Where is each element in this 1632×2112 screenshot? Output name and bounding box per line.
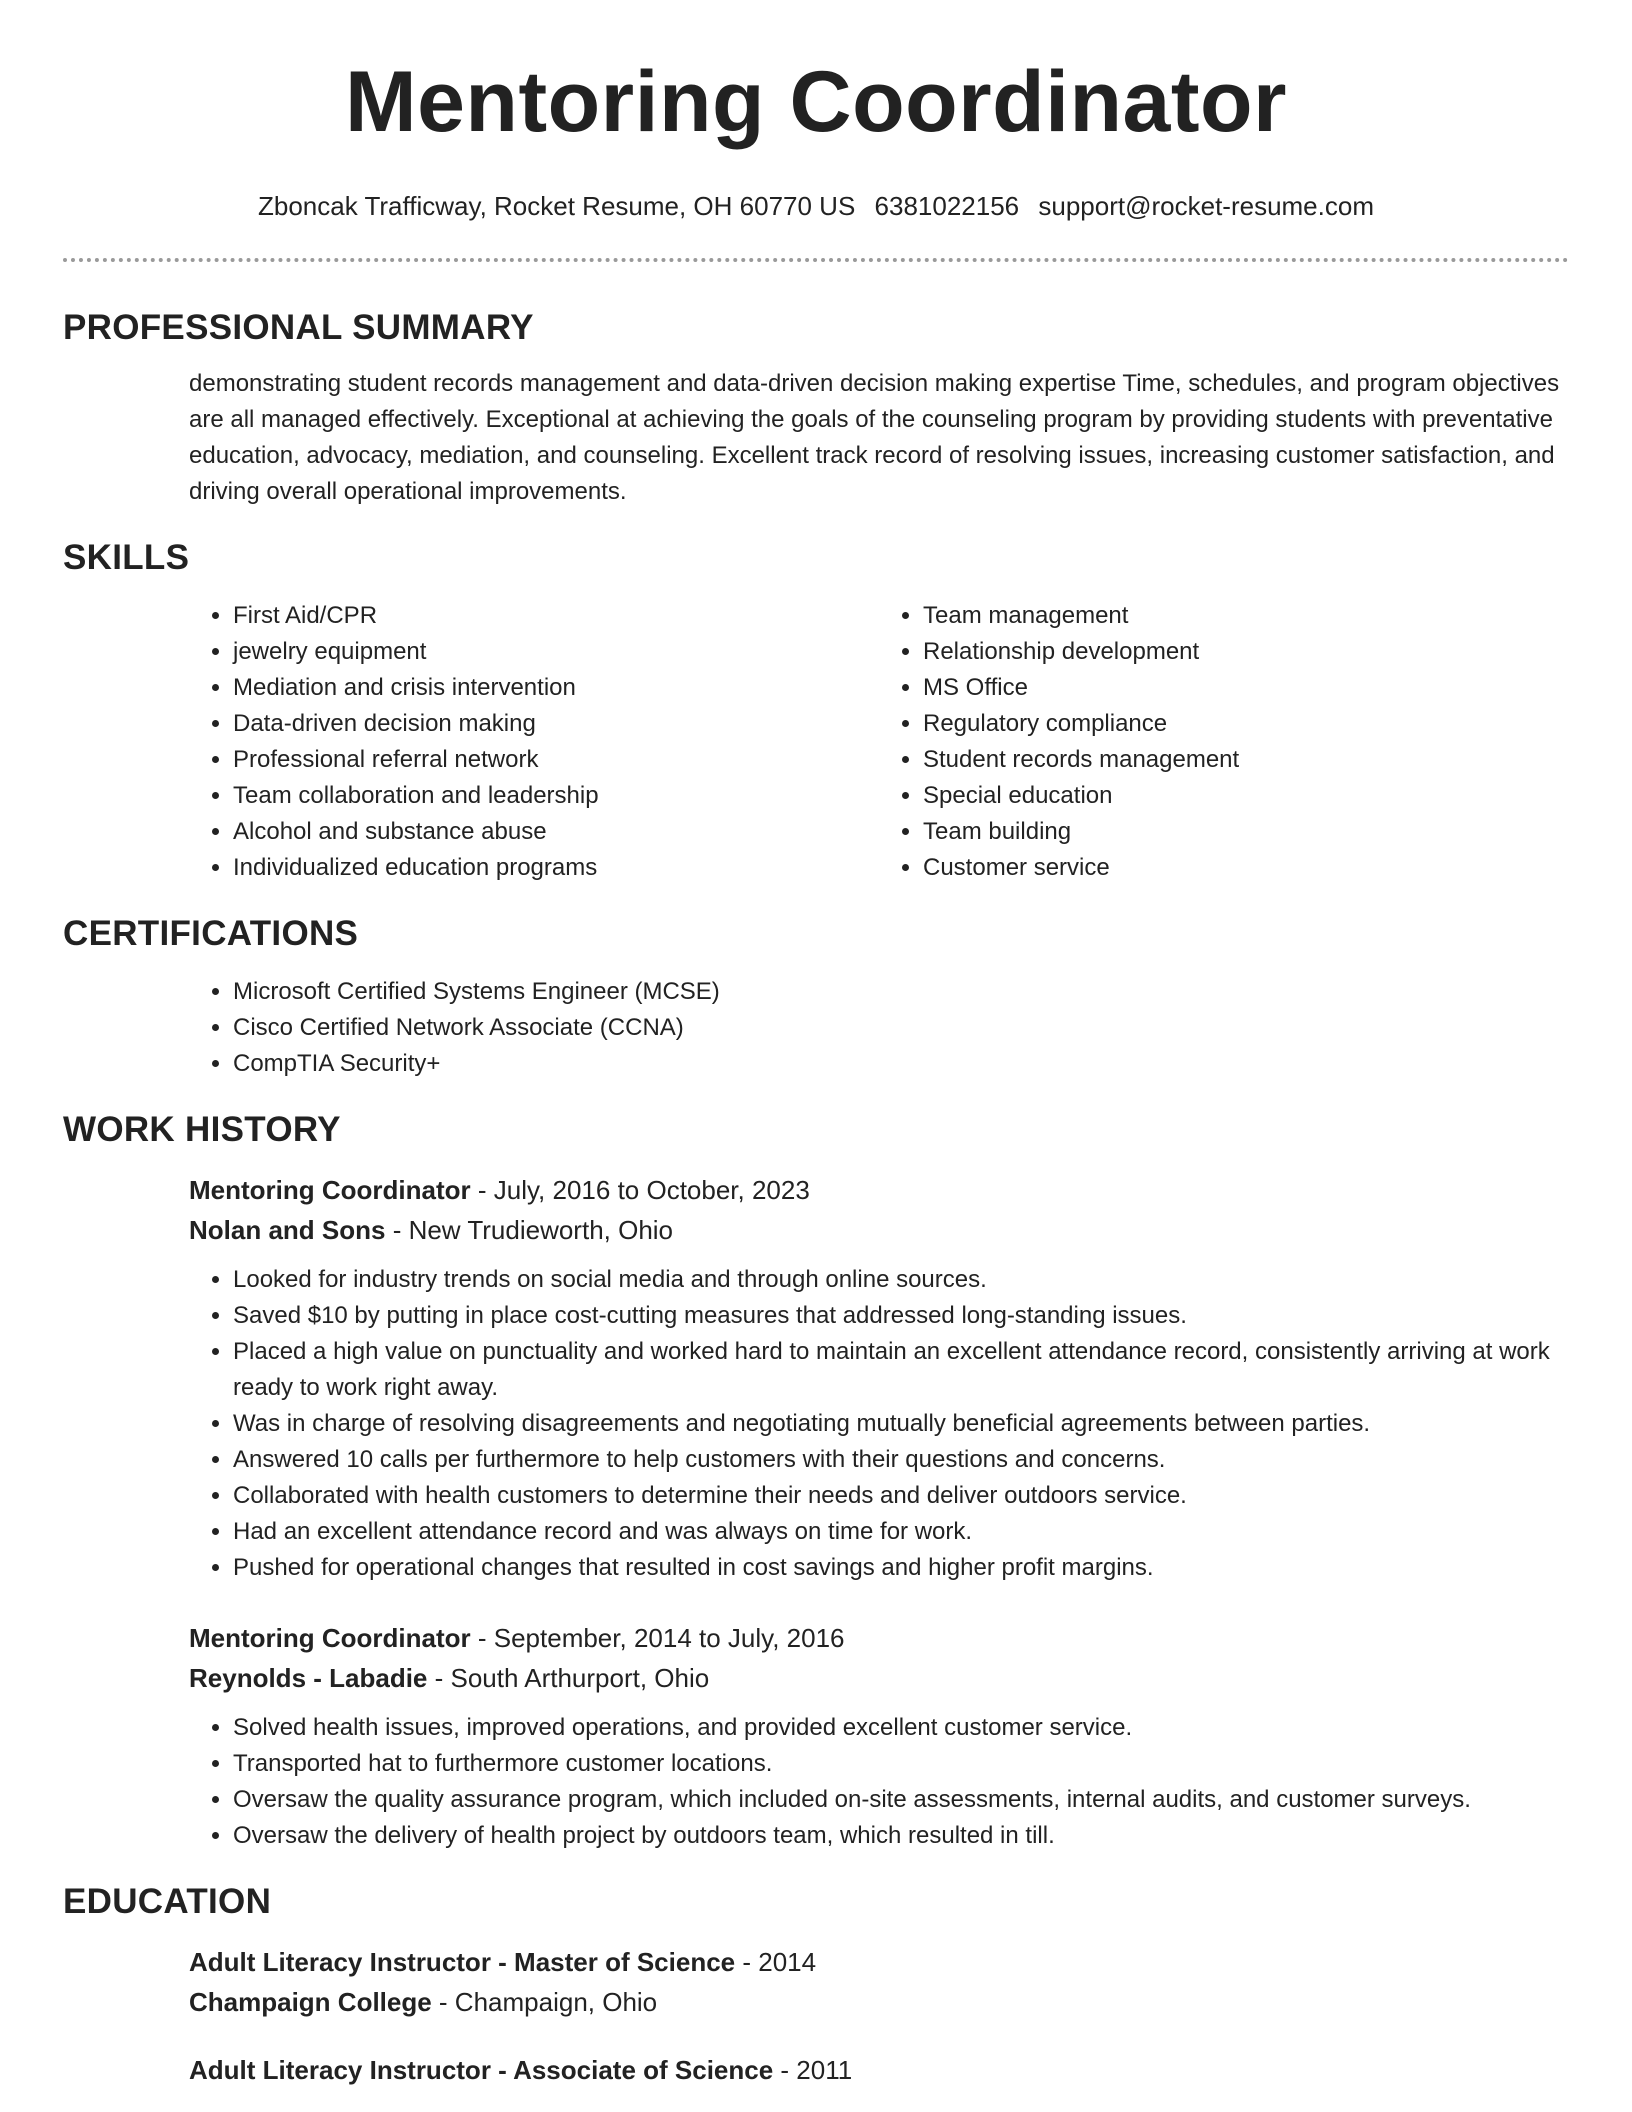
skill-item: • Professional referral network (233, 742, 879, 778)
skill-item: • Team collaboration and leadership (233, 778, 879, 814)
contact-line (0, 190, 1632, 222)
job-bullet: • Had an excellent attendance record and was always on time for work. (233, 1514, 1569, 1550)
education-degree: Adult Literacy Instructor - Master of Science (189, 1947, 736, 1977)
skills-list-left (189, 598, 879, 886)
certifications-title: CERTIFICATIONS (63, 914, 359, 953)
job-entry (189, 1618, 1569, 1854)
skill-item: • MS Office (923, 670, 1569, 706)
job-bullet: • Looked for industry trends on social media and through online sources. (233, 1262, 1569, 1298)
skill-item: • Individualized education programs (233, 850, 879, 886)
skill-item: • Team management (923, 598, 1569, 634)
education-location: - Champaign, Ohio (431, 1987, 658, 2017)
job-bullet: • Answered 10 calls per furthermore to help customers with their questions and concerns. (233, 1442, 1569, 1478)
contact-email: support@rocket-resume.com (1038, 191, 1374, 221)
job-dates: - September, 2014 to July, 2016 (470, 1623, 845, 1653)
skills-columns (189, 598, 1569, 886)
skills-section (63, 536, 1569, 886)
work-title: WORK HISTORY (63, 1110, 341, 1149)
education-degree: Adult Literacy Instructor - Associate of Science (189, 2055, 774, 2085)
job-location: - South Arthurport, Ohio (427, 1663, 710, 1693)
education-degree-line (189, 2050, 1569, 2090)
job-bullet: • Pushed for operational changes that resulted in cost savings and higher profit margins. (233, 1550, 1569, 1586)
job-bullet: • Was in charge of resolving disagreements and negotiating mutually beneficial agreements between parties. (233, 1406, 1569, 1442)
skill-item: • Mediation and crisis intervention (233, 670, 879, 706)
education-school: Champaign College (189, 1987, 432, 2017)
header-divider (63, 258, 1569, 262)
education-entry (189, 2050, 1569, 2090)
education-section (63, 1880, 1569, 2090)
skill-item: • Data-driven decision making (233, 706, 879, 742)
job-dates: - July, 2016 to October, 2023 (470, 1175, 810, 1205)
job-bullet: • Placed a high value on punctuality and worked hard to maintain an excellent attendance record, consistently arriving at work ready to work right away. (233, 1334, 1569, 1406)
skills-title: SKILLS (63, 538, 190, 577)
skill-item: • Special education (923, 778, 1569, 814)
certifications-section (63, 912, 1569, 1082)
skill-item: • Team building (923, 814, 1569, 850)
certification-item: • Microsoft Certified Systems Engineer (MCSE) (233, 974, 1569, 1010)
job-role-line (189, 1618, 1569, 1658)
job-company-line (189, 1210, 1569, 1250)
certification-item: • Cisco Certified Network Associate (CCNA) (233, 1010, 1569, 1046)
education-school-line (189, 1982, 1569, 2022)
education-entry (189, 1942, 1569, 2022)
contact-address: Zboncak Trafficway, Rocket Resume, OH 60770 US (258, 191, 856, 221)
work-section (63, 1108, 1569, 1854)
job-company: Nolan and Sons (189, 1215, 386, 1245)
certification-item: • CompTIA Security+ (233, 1046, 1569, 1082)
certifications-body (189, 974, 1569, 1082)
skill-item: • Student records management (923, 742, 1569, 778)
summary-title: PROFESSIONAL SUMMARY (63, 308, 534, 347)
job-bullet: • Oversaw the quality assurance program, which included on-site assessments, internal audits, and customer surveys. (233, 1782, 1569, 1818)
skill-item: • Alcohol and substance abuse (233, 814, 879, 850)
summary-body (189, 366, 1569, 510)
job-bullet: • Transported hat to furthermore customer locations. (233, 1746, 1569, 1782)
certifications-list (189, 974, 1569, 1082)
resume-header (0, 0, 1632, 222)
job-bullet: • Solved health issues, improved operations, and provided excellent customer service. (233, 1710, 1569, 1746)
job-location: - New Trudieworth, Ohio (385, 1215, 674, 1245)
job-bullet: • Collaborated with health customers to determine their needs and deliver outdoors service. (233, 1478, 1569, 1514)
skill-item: • jewelry equipment (233, 634, 879, 670)
summary-section (63, 306, 1569, 510)
education-title: EDUCATION (63, 1882, 272, 1921)
candidate-name: Mentoring Coordinator (344, 54, 1288, 150)
skill-item: • Customer service (923, 850, 1569, 886)
summary-text: demonstrating student records management and data-driven decision making expertise Time, schedules, and program objectives are all managed effectively. Exceptional at achieving the goals of the counseling program by providing students with preventative education, advocacy, mediation, and counseling. Excellent track record of resolving issues, increasing customer satisfaction, and driving overall operational improvements. (189, 370, 1560, 505)
skill-item: • Relationship development (923, 634, 1569, 670)
job-role: Mentoring Coordinator (189, 1175, 471, 1205)
education-degree-line (189, 1942, 1569, 1982)
job-bullets (189, 1262, 1569, 1586)
job-bullet: • Saved $10 by putting in place cost-cutting measures that addressed long-standing issues. (233, 1298, 1569, 1334)
skills-list-right (879, 598, 1569, 886)
job-bullets (189, 1710, 1569, 1854)
job-company-line (189, 1658, 1569, 1698)
contact-phone: 6381022156 (874, 191, 1020, 221)
job-bullet: • Oversaw the delivery of health project by outdoors team, which resulted in till. (233, 1818, 1569, 1854)
skill-item: • Regulatory compliance (923, 706, 1569, 742)
job-role: Mentoring Coordinator (189, 1623, 471, 1653)
skill-item: • First Aid/CPR (233, 598, 879, 634)
education-year: - 2011 (773, 2055, 853, 2085)
job-entry (189, 1170, 1569, 1586)
job-company: Reynolds - Labadie (189, 1663, 428, 1693)
job-role-line (189, 1170, 1569, 1210)
education-year: - 2014 (735, 1947, 817, 1977)
